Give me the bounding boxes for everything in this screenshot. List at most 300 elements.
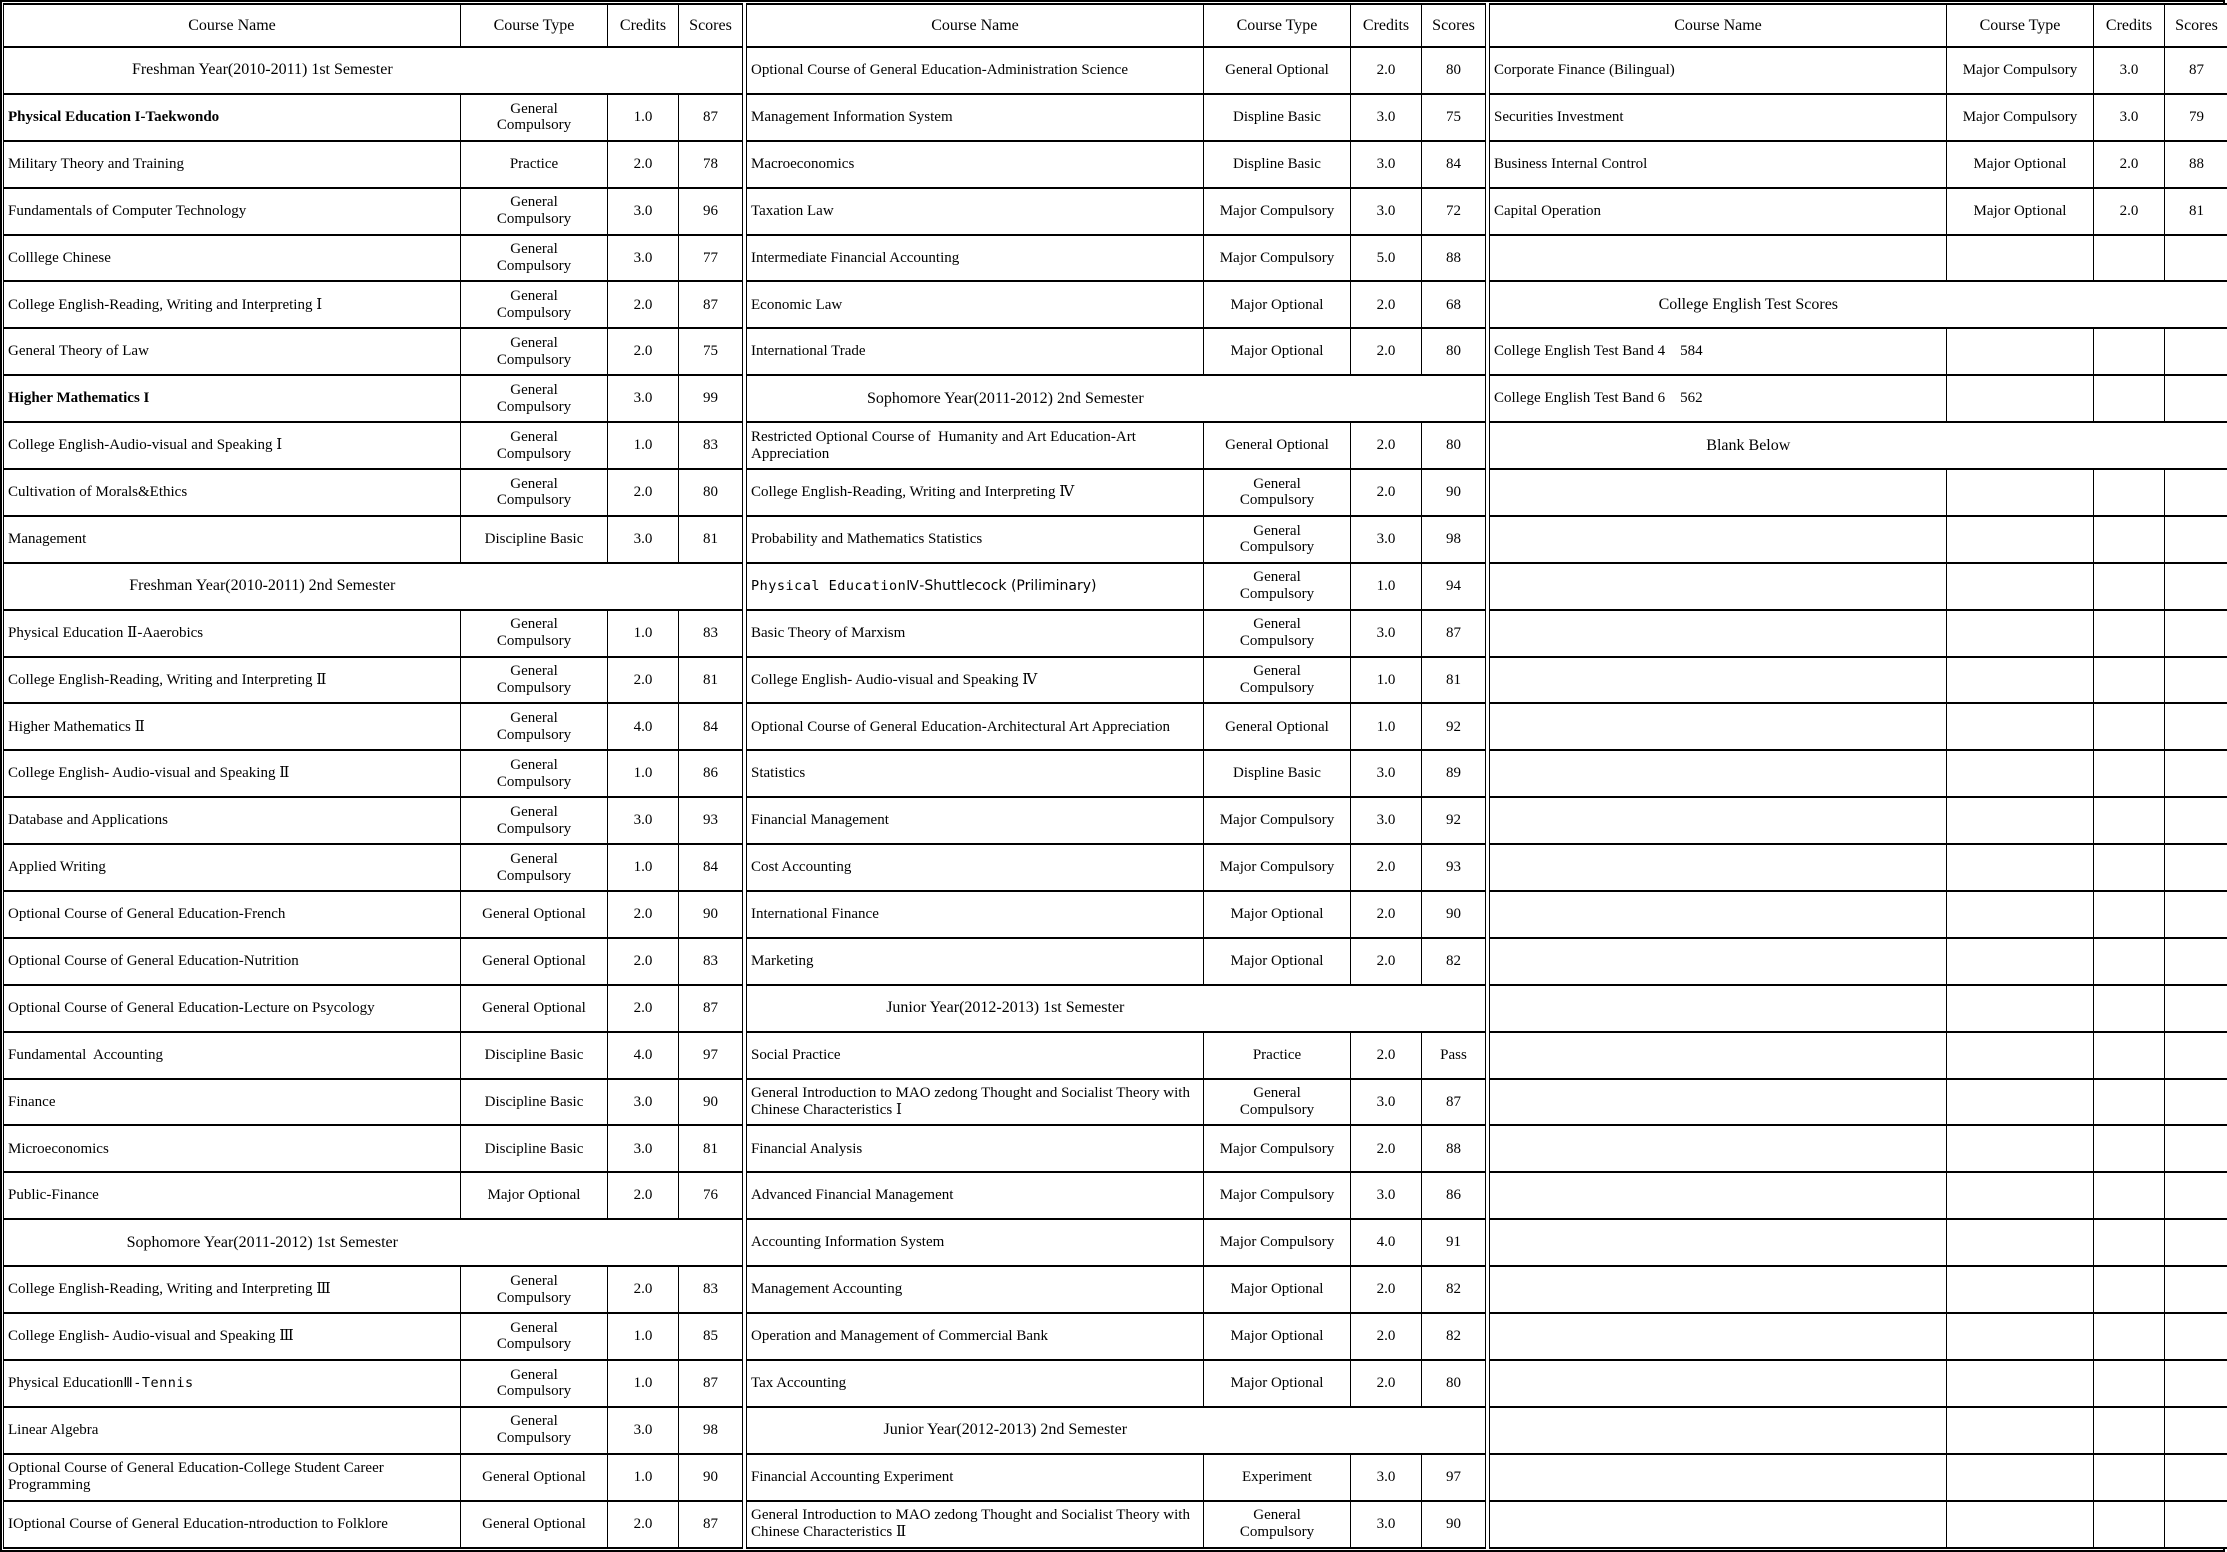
credits-cell: 1.0 bbox=[608, 1313, 679, 1360]
course-type-cell: Major Optional bbox=[1204, 1266, 1351, 1313]
empty-type-cell bbox=[1947, 1172, 2094, 1219]
section-row bbox=[747, 375, 1486, 422]
course-name-cell: Marketing bbox=[747, 938, 1204, 985]
empty-type-cell bbox=[1947, 1032, 2094, 1079]
course-type-cell: General Compulsory bbox=[461, 94, 608, 141]
course-row bbox=[747, 47, 1486, 94]
course-type-cell: Major Optional bbox=[1204, 1313, 1351, 1360]
empty-row bbox=[1490, 1266, 2227, 1313]
credits-cell: 1.0 bbox=[608, 1360, 679, 1407]
course-name-cell: Economic Law bbox=[747, 281, 1204, 328]
credits-cell: 2.0 bbox=[608, 985, 679, 1032]
course-row bbox=[747, 938, 1486, 985]
empty-row bbox=[1490, 516, 2227, 563]
score-cell: 92 bbox=[1422, 797, 1486, 844]
course-row bbox=[4, 141, 743, 188]
course-name-cell: Higher Mathematics Ⅱ bbox=[4, 703, 461, 750]
score-cell: 87 bbox=[679, 1360, 743, 1407]
sans-text: -Shuttlecock (Priliminary) bbox=[919, 578, 1096, 594]
credits-cell: 2.0 bbox=[608, 141, 679, 188]
credits-cell: 3.0 bbox=[608, 1407, 679, 1454]
course-name-cell bbox=[4, 1360, 461, 1407]
credits-cell: 3.0 bbox=[608, 1079, 679, 1126]
credits-cell: 2.0 bbox=[1351, 1313, 1422, 1360]
empty-score-cell bbox=[2165, 985, 2227, 1032]
empty-type-cell bbox=[1947, 1407, 2094, 1454]
course-row bbox=[4, 703, 743, 750]
transcript-table-body bbox=[747, 4, 1486, 1548]
course-name-cell: Restricted Optional Course of Humanity and Art Education-Art Appreciation bbox=[747, 422, 1204, 469]
course-type-cell bbox=[1947, 375, 2094, 422]
credits-cell: 5.0 bbox=[1351, 235, 1422, 282]
empty-name-cell bbox=[1490, 469, 1947, 516]
credits-cell: 3.0 bbox=[608, 797, 679, 844]
empty-score-cell bbox=[2165, 1454, 2227, 1501]
course-type-cell: General Compulsory bbox=[1204, 657, 1351, 704]
empty-type-cell bbox=[1947, 1266, 2094, 1313]
empty-score-cell bbox=[2165, 1360, 2227, 1407]
course-name-cell: Finance bbox=[4, 1079, 461, 1126]
credits-cell: 3.0 bbox=[1351, 610, 1422, 657]
course-name-cell: Physical Education I-Taekwondo bbox=[4, 94, 461, 141]
credits-cell: 2.0 bbox=[608, 657, 679, 704]
credits-cell: 3.0 bbox=[1351, 1079, 1422, 1126]
header-row bbox=[1490, 4, 2227, 47]
section-cell bbox=[4, 563, 743, 610]
empty-score-cell bbox=[2165, 1266, 2227, 1313]
course-row bbox=[747, 563, 1486, 610]
section-cell bbox=[4, 47, 743, 94]
empty-credits-cell bbox=[2094, 563, 2165, 610]
course-name-cell: Optional Course of General Education-Lecture on Psycology bbox=[4, 985, 461, 1032]
credits-cell: 3.0 bbox=[1351, 1172, 1422, 1219]
score-cell: 87 bbox=[679, 985, 743, 1032]
score-cell bbox=[2165, 375, 2227, 422]
credits-cell: 1.0 bbox=[608, 610, 679, 657]
credits-cell: 3.0 bbox=[608, 1125, 679, 1172]
course-row bbox=[747, 141, 1486, 188]
course-row bbox=[4, 938, 743, 985]
credits-cell: 1.0 bbox=[608, 94, 679, 141]
score-cell: 81 bbox=[679, 516, 743, 563]
empty-score-cell bbox=[2165, 657, 2227, 704]
score-cell: 89 bbox=[1422, 750, 1486, 797]
score-cell: 80 bbox=[1422, 1360, 1486, 1407]
empty-score-cell bbox=[2165, 469, 2227, 516]
course-type-cell: General Compulsory bbox=[1204, 563, 1351, 610]
empty-credits-cell bbox=[2094, 657, 2165, 704]
course-row bbox=[4, 610, 743, 657]
course-row bbox=[747, 422, 1486, 469]
course-name-cell: Securities Investment bbox=[1490, 94, 1947, 141]
course-row bbox=[747, 235, 1486, 282]
empty-type-cell bbox=[1947, 516, 2094, 563]
credits-cell: 1.0 bbox=[1351, 703, 1422, 750]
header-row bbox=[747, 4, 1486, 47]
empty-row bbox=[1490, 938, 2227, 985]
course-row bbox=[747, 891, 1486, 938]
course-row bbox=[4, 1501, 743, 1548]
section-title: Junior Year(2012-2013) 1st Semester bbox=[747, 999, 1264, 1017]
empty-score-cell bbox=[2165, 610, 2227, 657]
course-row bbox=[4, 797, 743, 844]
course-row bbox=[747, 797, 1486, 844]
course-type-cell: Major Compulsory bbox=[1204, 844, 1351, 891]
empty-name-cell bbox=[1490, 1219, 1947, 1266]
course-name-cell: Higher Mathematics I bbox=[4, 375, 461, 422]
course-name-cell: Management Information System bbox=[747, 94, 1204, 141]
empty-name-cell bbox=[1490, 610, 1947, 657]
course-name-cell: Business Internal Control bbox=[1490, 141, 1947, 188]
course-row bbox=[747, 1219, 1486, 1266]
course-row bbox=[747, 1266, 1486, 1313]
column-header-course-type: Course Type bbox=[1204, 4, 1351, 47]
score-cell: 87 bbox=[679, 281, 743, 328]
score-cell: 82 bbox=[1422, 1313, 1486, 1360]
empty-score-cell bbox=[2165, 516, 2227, 563]
column-header-scores: Scores bbox=[2165, 4, 2227, 47]
score-cell: 91 bbox=[1422, 1219, 1486, 1266]
credits-cell: 2.0 bbox=[608, 469, 679, 516]
empty-type-cell bbox=[1947, 1501, 2094, 1548]
credits-cell: 3.0 bbox=[1351, 1501, 1422, 1548]
score-cell: 82 bbox=[1422, 1266, 1486, 1313]
empty-name-cell bbox=[1490, 1454, 1947, 1501]
section-title: Sophomore Year(2011-2012) 2nd Semester bbox=[747, 390, 1264, 408]
credits-cell: 3.0 bbox=[608, 375, 679, 422]
credits-cell: 2.0 bbox=[1351, 844, 1422, 891]
credits-cell: 1.0 bbox=[1351, 657, 1422, 704]
empty-credits-cell bbox=[2094, 797, 2165, 844]
score-cell: 87 bbox=[2165, 47, 2227, 94]
empty-type-cell bbox=[1947, 891, 2094, 938]
course-name-cell: College English- Audio-visual and Speaking Ⅲ bbox=[4, 1313, 461, 1360]
score-cell: 87 bbox=[1422, 1079, 1486, 1126]
course-row bbox=[747, 703, 1486, 750]
course-row bbox=[747, 281, 1486, 328]
course-name-cell: Management bbox=[4, 516, 461, 563]
credits-cell: 3.0 bbox=[608, 516, 679, 563]
transcript-table-2 bbox=[746, 3, 1486, 1549]
course-row bbox=[747, 1032, 1486, 1079]
empty-type-cell bbox=[1947, 985, 2094, 1032]
score-cell: 77 bbox=[679, 235, 743, 282]
course-type-cell: General Compulsory bbox=[1204, 469, 1351, 516]
empty-row bbox=[1490, 610, 2227, 657]
course-row bbox=[747, 1360, 1486, 1407]
course-type-cell: General Optional bbox=[1204, 422, 1351, 469]
section-title: Junior Year(2012-2013) 2nd Semester bbox=[747, 1421, 1264, 1439]
section-row bbox=[1490, 281, 2227, 328]
empty-name-cell bbox=[1490, 1125, 1947, 1172]
course-row bbox=[747, 1125, 1486, 1172]
course-type-cell: General Compulsory bbox=[461, 235, 608, 282]
credits-cell: 2.0 bbox=[1351, 1360, 1422, 1407]
course-name-cell: Financial Management bbox=[747, 797, 1204, 844]
score-cell: 83 bbox=[679, 422, 743, 469]
empty-type-cell bbox=[1947, 703, 2094, 750]
course-row bbox=[1490, 141, 2227, 188]
empty-name-cell bbox=[1490, 938, 1947, 985]
section-row bbox=[4, 47, 743, 94]
course-type-cell: General Compulsory bbox=[461, 1313, 608, 1360]
column-header-course-name: Course Name bbox=[747, 4, 1204, 47]
score-cell: 98 bbox=[1422, 516, 1486, 563]
empty-type-cell bbox=[1947, 563, 2094, 610]
course-type-cell: General Compulsory bbox=[1204, 610, 1351, 657]
score-cell: 80 bbox=[1422, 422, 1486, 469]
empty-credits-cell bbox=[2094, 1219, 2165, 1266]
section-cell bbox=[747, 1407, 1486, 1454]
course-name-cell: Capital Operation bbox=[1490, 188, 1947, 235]
score-cell: 90 bbox=[1422, 891, 1486, 938]
empty-credits-cell bbox=[2094, 985, 2165, 1032]
score-cell: 98 bbox=[679, 1407, 743, 1454]
course-name-cell: Database and Applications bbox=[4, 797, 461, 844]
credits-cell: 4.0 bbox=[1351, 1219, 1422, 1266]
score-cell: 81 bbox=[1422, 657, 1486, 704]
credits-cell: 3.0 bbox=[1351, 188, 1422, 235]
empty-name-cell bbox=[1490, 1501, 1947, 1548]
credits-cell: 1.0 bbox=[608, 750, 679, 797]
empty-score-cell bbox=[2165, 1501, 2227, 1548]
score-cell: 83 bbox=[679, 610, 743, 657]
course-row bbox=[1490, 47, 2227, 94]
course-row bbox=[747, 1501, 1486, 1548]
course-type-cell: General Compulsory bbox=[1204, 1079, 1351, 1126]
course-name-cell: Accounting Information System bbox=[747, 1219, 1204, 1266]
empty-score-cell bbox=[2165, 235, 2227, 282]
course-row bbox=[4, 469, 743, 516]
empty-type-cell bbox=[1947, 1219, 2094, 1266]
section-title: College English Test Scores bbox=[1490, 296, 2007, 314]
empty-name-cell bbox=[1490, 1407, 1947, 1454]
course-name-cell: Statistics bbox=[747, 750, 1204, 797]
course-name-cell: IOptional Course of General Education-ntroduction to Folklore bbox=[4, 1501, 461, 1548]
empty-credits-cell bbox=[2094, 703, 2165, 750]
course-type-cell: Major Optional bbox=[461, 1172, 608, 1219]
course-type-cell: General Compulsory bbox=[461, 328, 608, 375]
course-name-cell: Tax Accounting bbox=[747, 1360, 1204, 1407]
credits-cell: 2.0 bbox=[1351, 469, 1422, 516]
credits-cell bbox=[2094, 375, 2165, 422]
empty-row bbox=[1490, 1172, 2227, 1219]
credits-cell: 2.0 bbox=[1351, 47, 1422, 94]
empty-credits-cell bbox=[2094, 1032, 2165, 1079]
course-name-cell: Applied Writing bbox=[4, 844, 461, 891]
empty-row bbox=[1490, 235, 2227, 282]
score-cell: 76 bbox=[679, 1172, 743, 1219]
empty-name-cell bbox=[1490, 516, 1947, 563]
empty-name-cell bbox=[1490, 703, 1947, 750]
course-type-cell: General Optional bbox=[461, 985, 608, 1032]
empty-name-cell bbox=[1490, 657, 1947, 704]
course-name-cell: Optional Course of General Education-French bbox=[4, 891, 461, 938]
empty-type-cell bbox=[1947, 797, 2094, 844]
empty-score-cell bbox=[2165, 750, 2227, 797]
section-cell bbox=[1490, 422, 2227, 469]
empty-score-cell bbox=[2165, 1172, 2227, 1219]
credits-cell: 2.0 bbox=[608, 1266, 679, 1313]
score-cell: 87 bbox=[679, 1501, 743, 1548]
score-cell: 78 bbox=[679, 141, 743, 188]
empty-score-cell bbox=[2165, 1219, 2227, 1266]
score-cell: 87 bbox=[1422, 610, 1486, 657]
course-row bbox=[747, 657, 1486, 704]
course-row bbox=[747, 516, 1486, 563]
course-type-cell: General Optional bbox=[1204, 47, 1351, 94]
course-type-cell: General Optional bbox=[461, 938, 608, 985]
credits-cell: 2.0 bbox=[608, 938, 679, 985]
course-row bbox=[747, 469, 1486, 516]
course-row bbox=[4, 235, 743, 282]
section-title: Blank Below bbox=[1490, 437, 2007, 455]
course-row bbox=[4, 1125, 743, 1172]
course-type-cell: General Compulsory bbox=[461, 188, 608, 235]
course-name-cell: Social Practice bbox=[747, 1032, 1204, 1079]
empty-row bbox=[1490, 563, 2227, 610]
credits-cell: 2.0 bbox=[608, 1501, 679, 1548]
course-type-cell: General Compulsory bbox=[461, 1407, 608, 1454]
column-header-course-name: Course Name bbox=[1490, 4, 1947, 47]
score-cell: 85 bbox=[679, 1313, 743, 1360]
credits-cell: 2.0 bbox=[1351, 1125, 1422, 1172]
credits-cell: 1.0 bbox=[608, 844, 679, 891]
empty-score-cell bbox=[2165, 1125, 2227, 1172]
score-cell: 90 bbox=[679, 1079, 743, 1126]
score-cell: 81 bbox=[679, 657, 743, 704]
course-type-cell: General Optional bbox=[1204, 703, 1351, 750]
credits-cell: 1.0 bbox=[608, 1454, 679, 1501]
course-name-cell: Military Theory and Training bbox=[4, 141, 461, 188]
course-row bbox=[4, 281, 743, 328]
course-type-cell: Discipline Basic bbox=[461, 516, 608, 563]
course-type-cell: General Compulsory bbox=[461, 750, 608, 797]
course-row bbox=[747, 328, 1486, 375]
mono-text: Ⅲ-Tennis bbox=[123, 1375, 193, 1391]
empty-credits-cell bbox=[2094, 610, 2165, 657]
credits-cell: 2.0 bbox=[608, 281, 679, 328]
empty-score-cell bbox=[2165, 938, 2227, 985]
course-row bbox=[747, 750, 1486, 797]
credits-cell: 2.0 bbox=[608, 891, 679, 938]
transcript-table-1 bbox=[3, 3, 743, 1549]
course-row bbox=[747, 844, 1486, 891]
section-title: Sophomore Year(2011-2012) 1st Semester bbox=[4, 1234, 521, 1252]
empty-score-cell bbox=[2165, 797, 2227, 844]
score-cell: 90 bbox=[679, 891, 743, 938]
course-type-cell: Discipline Basic bbox=[461, 1079, 608, 1126]
course-type-cell: Major Optional bbox=[1204, 891, 1351, 938]
empty-type-cell bbox=[1947, 750, 2094, 797]
score-cell: 80 bbox=[1422, 47, 1486, 94]
course-row bbox=[747, 610, 1486, 657]
course-type-cell: General Compulsory bbox=[461, 1266, 608, 1313]
empty-row bbox=[1490, 1454, 2227, 1501]
score-cell: 86 bbox=[1422, 1172, 1486, 1219]
course-name-cell: Management Accounting bbox=[747, 1266, 1204, 1313]
course-name-cell: Probability and Mathematics Statistics bbox=[747, 516, 1204, 563]
score-cell: 68 bbox=[1422, 281, 1486, 328]
credits-cell: 3.0 bbox=[608, 188, 679, 235]
column-header-credits: Credits bbox=[608, 4, 679, 47]
score-cell: 90 bbox=[1422, 469, 1486, 516]
course-name-cell: Financial Analysis bbox=[747, 1125, 1204, 1172]
score-cell: 87 bbox=[679, 94, 743, 141]
empty-row bbox=[1490, 797, 2227, 844]
course-type-cell: Major Compulsory bbox=[1204, 235, 1351, 282]
empty-credits-cell bbox=[2094, 891, 2165, 938]
column-header-credits: Credits bbox=[1351, 4, 1422, 47]
credits-cell: 2.0 bbox=[1351, 422, 1422, 469]
credits-cell: 1.0 bbox=[608, 422, 679, 469]
credits-cell: 1.0 bbox=[1351, 563, 1422, 610]
course-name-cell: General Theory of Law bbox=[4, 328, 461, 375]
course-row bbox=[1490, 188, 2227, 235]
score-cell bbox=[2165, 328, 2227, 375]
score-cell: 93 bbox=[1422, 844, 1486, 891]
course-row bbox=[4, 1079, 743, 1126]
empty-name-cell bbox=[1490, 1079, 1947, 1126]
course-type-cell: Major Optional bbox=[1947, 141, 2094, 188]
empty-type-cell bbox=[1947, 1079, 2094, 1126]
course-row bbox=[1490, 94, 2227, 141]
course-name-cell: Optional Course of General Education-College Student Career Programming bbox=[4, 1454, 461, 1501]
course-name-cell: Cultivation of Morals&Ethics bbox=[4, 469, 461, 516]
empty-type-cell bbox=[1947, 844, 2094, 891]
course-name-cell: Basic Theory of Marxism bbox=[747, 610, 1204, 657]
score-cell: 92 bbox=[1422, 703, 1486, 750]
transcript-table-body bbox=[4, 4, 743, 1548]
course-name-cell: General Introduction to MAO zedong Thought and Socialist Theory with Chinese Characteristics Ⅱ bbox=[747, 1501, 1204, 1548]
empty-row bbox=[1490, 657, 2227, 704]
course-type-cell: General Compulsory bbox=[461, 610, 608, 657]
empty-credits-cell bbox=[2094, 1360, 2165, 1407]
empty-row bbox=[1490, 750, 2227, 797]
score-cell: 97 bbox=[1422, 1454, 1486, 1501]
credits-cell: 3.0 bbox=[2094, 47, 2165, 94]
empty-type-cell bbox=[1947, 469, 2094, 516]
empty-credits-cell bbox=[2094, 1172, 2165, 1219]
course-type-cell: General Compulsory bbox=[461, 281, 608, 328]
score-cell: 75 bbox=[1422, 94, 1486, 141]
course-type-cell: General Optional bbox=[461, 891, 608, 938]
course-name-cell: College English- Audio-visual and Speaking Ⅳ bbox=[747, 657, 1204, 704]
empty-row bbox=[1490, 1360, 2227, 1407]
course-row bbox=[4, 1313, 743, 1360]
course-name-cell: Fundamentals of Computer Technology bbox=[4, 188, 461, 235]
empty-name-cell bbox=[1490, 235, 1947, 282]
credits-cell: 2.0 bbox=[2094, 141, 2165, 188]
section-row bbox=[4, 563, 743, 610]
course-row bbox=[4, 750, 743, 797]
credits-cell: 2.0 bbox=[1351, 891, 1422, 938]
course-row bbox=[4, 844, 743, 891]
course-name-cell: College English-Reading, Writing and Interpreting Ⅲ bbox=[4, 1266, 461, 1313]
course-name-cell: Colllege Chinese bbox=[4, 235, 461, 282]
course-type-cell: General Compulsory bbox=[1204, 516, 1351, 563]
course-name-cell: College English-Audio-visual and Speaking Ⅰ bbox=[4, 422, 461, 469]
empty-credits-cell bbox=[2094, 1266, 2165, 1313]
score-cell: 93 bbox=[679, 797, 743, 844]
column-header-course-type: Course Type bbox=[461, 4, 608, 47]
course-row bbox=[4, 657, 743, 704]
course-name-cell: Public-Finance bbox=[4, 1172, 461, 1219]
score-cell: 72 bbox=[1422, 188, 1486, 235]
course-name-cell: Taxation Law bbox=[747, 188, 1204, 235]
course-type-cell: Major Compulsory bbox=[1204, 1219, 1351, 1266]
score-cell: 80 bbox=[679, 469, 743, 516]
